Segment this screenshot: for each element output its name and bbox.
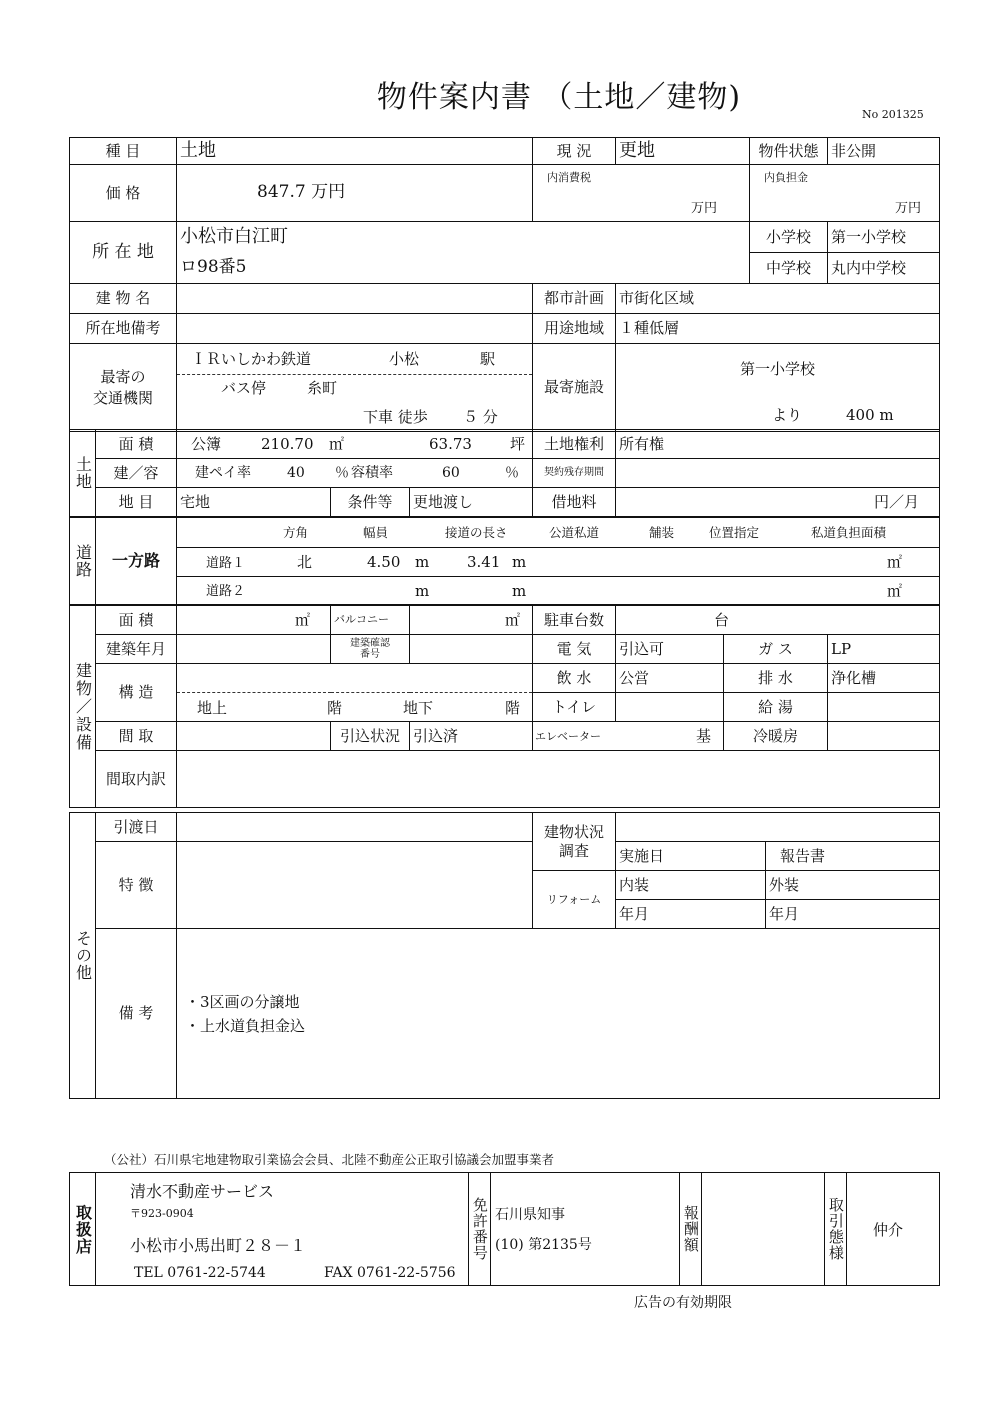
road1-row [177, 548, 940, 577]
bus-label: バス停 [221, 379, 267, 397]
transport-cell [177, 344, 533, 432]
ratio-label: 建／容 [96, 459, 177, 488]
chimoku-label: 地 目 [96, 488, 177, 517]
survey-empty [616, 813, 940, 842]
road1-length-unit: m [512, 553, 527, 571]
walk-label: 下車 徒歩 [363, 408, 428, 426]
agent-address: 小松市小馬出町２８－１ [130, 1236, 307, 1255]
layout-value [177, 722, 331, 751]
road-header-paving: 舗装 [649, 525, 675, 540]
survey-label-1: 建物状況 [543, 822, 604, 841]
survey-report-label: 報告書 [766, 842, 940, 871]
genkyo-label: 現 況 [533, 138, 616, 165]
land-area-label: 面 積 [96, 430, 177, 459]
jotai-value: 非公開 [828, 138, 940, 165]
license-cell [491, 1173, 680, 1286]
aircon-label: 冷暖房 [724, 722, 828, 751]
cert-label-2: 番号 [360, 649, 380, 660]
reform-interior: 内装 [616, 871, 766, 900]
far-unit: ％ [505, 465, 519, 481]
other-table [69, 812, 940, 1099]
road2-area-unit: ㎡ [887, 582, 903, 600]
toilet-label: トイレ [533, 693, 616, 722]
toilet-value [616, 693, 724, 722]
transport-label-1: 最寄の [100, 367, 146, 386]
road-header-designation: 位置指定 [709, 525, 760, 540]
walk-minutes: ５ 分 [463, 408, 498, 426]
parking-label: 駐車台数 [533, 606, 616, 635]
drain-label: 排 水 [724, 664, 828, 693]
above-floor-unit: 階 [327, 699, 343, 717]
page-title: 物件案内書 （土地／建物) [376, 80, 742, 115]
road2-row [177, 577, 940, 605]
elevator-label: エレベーター [535, 730, 601, 743]
gas-value: LP [828, 635, 940, 664]
reform-exterior: 外装 [766, 871, 940, 900]
road1-area-unit: ㎡ [887, 553, 903, 571]
road-header-public: 公道私道 [549, 525, 600, 540]
land-area-cell [177, 430, 533, 459]
handover-label: 引渡日 [96, 813, 177, 842]
hotwater-label: 給 湯 [724, 693, 828, 722]
parking-unit: 台 [616, 606, 940, 635]
hotwater-value [828, 693, 940, 722]
drain-value: 浄化槽 [828, 664, 940, 693]
bcr-value: 40 [287, 465, 305, 481]
agent-fax: FAX 0761-22-5756 [324, 1265, 456, 1281]
survey-label-2: 調査 [558, 841, 589, 860]
elevator-cell [533, 722, 724, 751]
license-label: 免許番号 [469, 1173, 491, 1286]
jotai-label: 物件状態 [750, 138, 828, 165]
road-type: 一方路 [96, 518, 177, 605]
tax-cell [533, 165, 750, 222]
shumoku-label: 種 目 [70, 138, 177, 165]
layout-detail-value [177, 751, 940, 808]
facility-from: より [772, 406, 803, 424]
agent-table [69, 1172, 940, 1286]
structure-value [177, 664, 533, 693]
water-value: 公営 [616, 664, 724, 693]
road1-direction: 北 [297, 553, 313, 571]
lease-term-value [616, 459, 940, 488]
price-label: 価 格 [70, 165, 177, 222]
elevator-unit: 基 [696, 727, 712, 745]
transport-label [70, 344, 177, 432]
road1-width-unit: m [415, 553, 430, 571]
land-area-tsubo-unit: 坪 [510, 435, 526, 453]
road2-label: 道路２ [206, 584, 246, 599]
agent-zip: 〒923-0904 [130, 1207, 194, 1220]
chimoku-value: 宅地 [177, 488, 331, 517]
features-label: 特 徴 [96, 842, 177, 929]
remark-item: ・上水道負担金込 [185, 1017, 306, 1035]
road1-label: 道路１ [206, 556, 246, 571]
lease-term-label: 契約残存期間 [533, 459, 616, 488]
reform-label: リフォーム [533, 871, 616, 929]
survey-done-label: 実施日 [616, 842, 766, 871]
reform-interior-date: 年月 [616, 900, 766, 929]
building-name-label: 建 物 名 [70, 284, 177, 314]
license-number: (10) 第2135号 [495, 1237, 592, 1253]
agent-label: 取扱店 [70, 1173, 96, 1286]
facility-cell [616, 344, 940, 432]
ad-expiry-label: 広告の有効期限 [634, 1295, 732, 1311]
gas-label: ガ ス [724, 635, 828, 664]
road-header-private-area: 私道負担面積 [811, 525, 887, 540]
balcony-unit: ㎡ [410, 606, 533, 635]
fee-value [702, 1173, 825, 1286]
road-header-width: 幅員 [363, 525, 389, 540]
burden-unit: 万円 [894, 200, 921, 216]
shumoku-value: 土地 [177, 138, 533, 165]
location-line1: 小松市白江町 [177, 222, 750, 253]
remarks-cell [177, 929, 940, 1099]
bus-stop: 糸町 [307, 379, 338, 397]
zoning-label: 用途地域 [533, 314, 616, 344]
cert-label [331, 635, 410, 664]
cert-value [410, 635, 533, 664]
conditions-value: 更地渡し [410, 488, 533, 517]
remarks-label: 備 考 [96, 929, 177, 1099]
location-label: 所 在 地 [70, 222, 177, 284]
land-right-value: 所有権 [616, 430, 940, 459]
building-section-label: 建物／設備 [70, 606, 96, 808]
conditions-label: 条件等 [331, 488, 410, 517]
other-section-label: その他 [70, 813, 96, 1099]
jhs-value: 丸内中学校 [828, 253, 940, 284]
city-plan-value: 市街化区域 [616, 284, 940, 314]
remark-item: ・3区画の分譲地 [185, 993, 300, 1011]
land-right-label: 土地権利 [533, 430, 616, 459]
city-plan-label: 都市計画 [533, 284, 616, 314]
water-label: 飲 水 [533, 664, 616, 693]
license-authority: 石川県知事 [495, 1207, 565, 1223]
document-number: No 201325 [862, 108, 924, 121]
railway: ＩＲいしかわ鉄道 [191, 350, 312, 368]
layout-label: 間 取 [96, 722, 177, 751]
facility-distance: 400 m [846, 406, 894, 424]
association-note: （公社）石川県宅地建物取引業協会会員、北陸不動産公正取引協議会加盟事業者 [104, 1152, 555, 1167]
tax-unit: 万円 [690, 200, 717, 216]
building-area-label: 面 積 [96, 606, 177, 635]
above-ground-label: 地上 [197, 699, 228, 717]
structure-label: 構 造 [96, 664, 177, 722]
land-table [69, 429, 940, 517]
bcr-label: 建ペイ率 [195, 465, 251, 481]
features-value [177, 842, 533, 929]
far-label: 容積率 [351, 465, 393, 481]
handover-value [177, 813, 533, 842]
cert-label-1: 建築確認 [350, 637, 390, 649]
road-table [69, 517, 940, 605]
burden-label: 内負担金 [764, 171, 808, 184]
aircon-value [828, 722, 940, 751]
balcony-label: バルコニー [331, 606, 410, 635]
station-suffix: 駅 [480, 350, 496, 368]
property-table [69, 137, 940, 432]
land-area-kind: 公簿 [191, 435, 222, 453]
genkyo-value: 更地 [616, 138, 750, 165]
electricity-value: 引込可 [616, 635, 724, 664]
below-ground-label: 地下 [403, 699, 434, 717]
location-line2: ロ98番5 [177, 253, 750, 284]
facility-label: 最寄施設 [533, 344, 616, 432]
building-area-unit: ㎡ [177, 606, 331, 635]
elementary-value: 第一小学校 [828, 222, 940, 253]
building-name-value [177, 284, 533, 314]
road2-width-unit: m [415, 582, 430, 600]
location-note-value [177, 314, 533, 344]
agent-name: 清水不動産サービス [130, 1182, 275, 1201]
land-area-m2: 210.70 [261, 435, 314, 453]
ratio-cell [177, 459, 533, 488]
road1-width: 4.50 [367, 553, 401, 571]
price-value: 847.7 万円 [177, 165, 533, 222]
road-section-label: 道路 [70, 518, 96, 605]
mode-value: 仲介 [847, 1173, 940, 1286]
jhs-label: 中学校 [750, 253, 828, 284]
road-header-length: 接道の長さ [445, 525, 508, 540]
agent-info-cell [96, 1173, 469, 1286]
land-area-m2-unit: ㎡ [329, 435, 345, 453]
mode-label: 取引態様 [825, 1173, 847, 1286]
transport-label-2: 交通機関 [92, 388, 153, 407]
rent-unit: 円／月 [616, 488, 940, 517]
facility-value: 第一小学校 [739, 360, 815, 378]
road-header-direction: 方角 [283, 525, 309, 540]
land-area-tsubo: 63.73 [429, 435, 472, 453]
building-table [69, 605, 940, 808]
electricity-label: 電 気 [533, 635, 616, 664]
location-note-label: 所在地備考 [70, 314, 177, 344]
rent-label: 借地料 [533, 488, 616, 517]
below-floor-unit: 階 [505, 699, 521, 717]
land-section-label: 土地 [70, 430, 96, 517]
zoning-value: １種低層 [616, 314, 940, 344]
built-value [177, 635, 331, 664]
built-label: 建築年月 [96, 635, 177, 664]
hookup-label: 引込状況 [331, 722, 410, 751]
agent-tel: TEL 0761-22-5744 [134, 1265, 266, 1281]
hookup-value: 引込済 [410, 722, 533, 751]
floors-cell [177, 693, 533, 722]
fee-label: 報酬額 [680, 1173, 702, 1286]
burden-cell [750, 165, 940, 222]
road2-length-unit: m [512, 582, 527, 600]
reform-exterior-date: 年月 [766, 900, 940, 929]
road1-length: 3.41 [467, 553, 501, 571]
elementary-label: 小学校 [750, 222, 828, 253]
layout-detail-label: 間取内訳 [96, 751, 177, 808]
tax-label: 内消費税 [547, 171, 591, 184]
far-value: 60 [442, 465, 460, 481]
station: 小松 [389, 350, 420, 368]
bcr-unit: ％ [335, 465, 349, 481]
road-header-row [177, 518, 940, 548]
survey-label [533, 813, 616, 871]
